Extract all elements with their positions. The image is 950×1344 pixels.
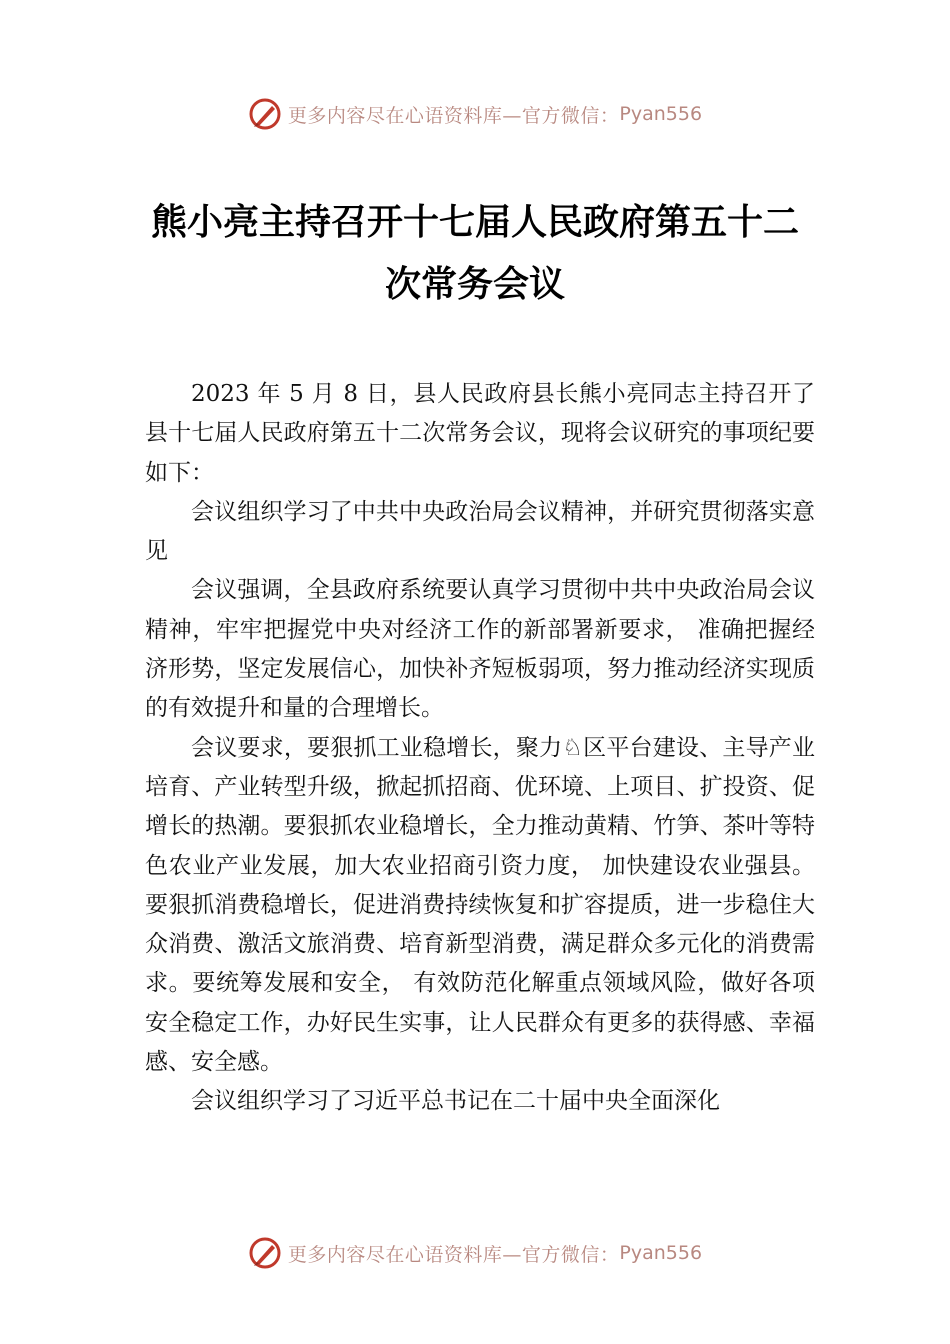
watermark-text: 更多内容尽在心语资料库—官方微信： [287, 1243, 620, 1266]
watermark-group [248, 97, 702, 131]
pen-logo-icon [248, 1236, 282, 1270]
paragraph: 会议组织学习了习近平总书记在二十届中央全面深化 [191, 1088, 720, 1115]
header-watermark [0, 94, 950, 134]
paragraph: 会议组织学习了中共中央政治局会议精神，并研究贯彻落实意见 [145, 498, 815, 565]
pen-logo-icon [248, 97, 282, 131]
watermark-text: 更多内容尽在心语资料库—官方微信： [287, 104, 620, 127]
document-title: 熊小亮主持召开十七届人民政府第五十二次常务会议 [150, 202, 799, 305]
watermark-account: Pyan556 [619, 103, 703, 125]
paragraph: 会议强调，全县政府系统要认真学习贯彻中共中央政治局会议精神，牢牢把握党中央对经济工作的新部署新要求， 准确把握经济形势，坚定发展信心，加快补齐短板弱项，努力推动经济实现质的有效提升和量的合理增长。 [145, 577, 815, 722]
document-body [145, 375, 815, 1122]
watermark-group [248, 1236, 702, 1270]
watermark-account: Pyan556 [619, 1242, 703, 1264]
footer-watermark [0, 1233, 950, 1273]
paragraph: 会议要求，要狠抓工业稳增长，聚力♘区平台建设、主导产业培育、产业转型升级，掀起抓招商、优环境、上项目、扩投资、促增长的热潮。要狠抓农业稳增长，全力推动黄精、竹笋、茶叶等特色农业产业发展，加大农业招商引资力度， 加快建设农业强县。要狠抓消费稳增长，促进消费持续恢复和扩容提质，进一步稳住大众消费、激活文旅消费、培育新型消费，满足群众多元化的消费需求。要统筹发展和安全， 有效防范化解重点领域风险，做好各项安全稳定工作，办好民生实事，让人民群众有更多的获得感、幸福感、安全感。 [145, 734, 815, 1076]
paragraph: 2023 年 5 月 8 日，县人民政府县长熊小亮同志主持召开了县十七届人民政府第五十二次常务会议，现将会议研究的事项纪要如下： [145, 381, 815, 486]
